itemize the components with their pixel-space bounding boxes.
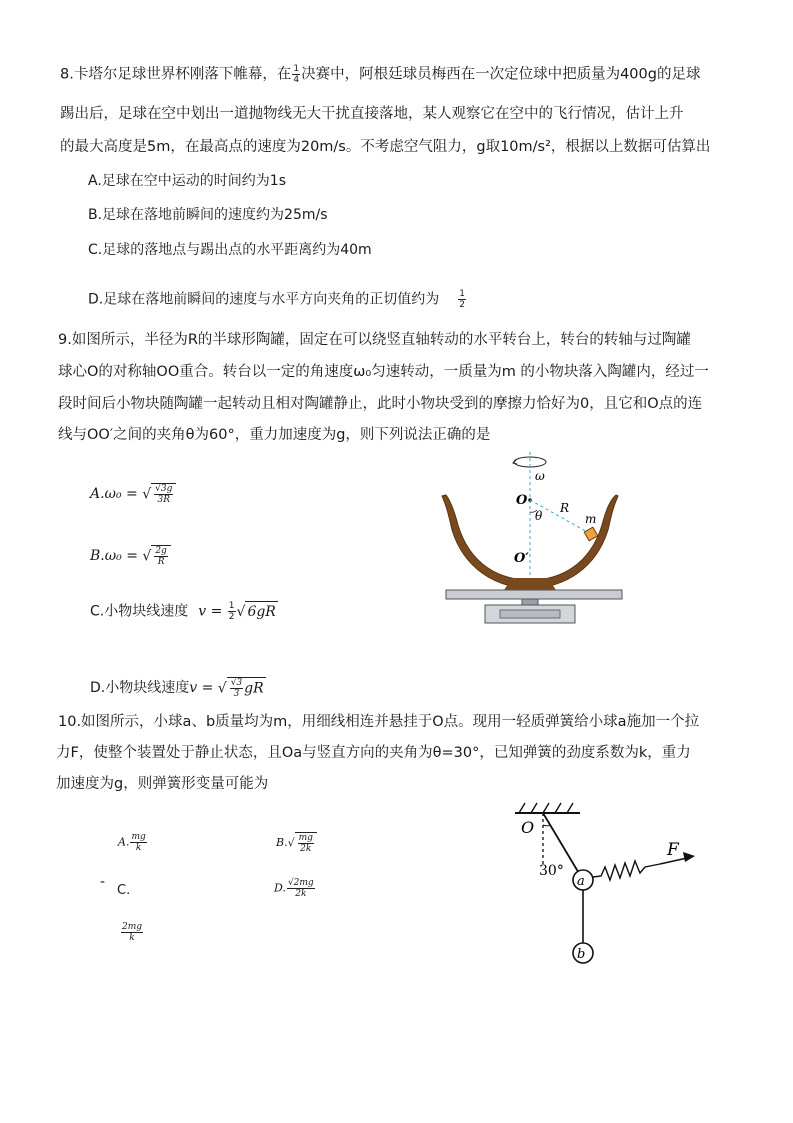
q9-option-a: A.ω₀ = √ $\frac{√3g}{3R}$: [90, 483, 176, 505]
omega-label: ω: [535, 469, 545, 483]
q9-line-1: 9.如图所示，半径为R的半球形陶罐，固定在可以绕竖直轴转动的水平转台上，转台的转轴与过陶罐: [58, 332, 691, 348]
turntable-plate: [446, 590, 622, 599]
q9-line-3: 段时间后小物块随陶罐一起转动且相对陶罐静止，此时小物块受到的摩擦力恰好为0，且它和O点的连: [58, 396, 703, 412]
q10-option-d: D. $\frac{√2mg}{2k}$: [274, 878, 314, 899]
q8-line-1: 8.卡塔尔足球世界杯刚落下帷幕，在 $\frac{1}{4}$ 决赛中，阿根廷球员梅西在一次定位球中把质量为400g的足球: [60, 64, 701, 85]
theta-label: θ: [535, 509, 543, 523]
pivot-o-label: O: [521, 818, 535, 837]
center-o-label: O: [516, 493, 528, 508]
ball-a-label: a: [577, 874, 585, 889]
q8-option-d: D.足球在落地前瞬间的速度与水平方向夹角的正切值约为 $\frac{1}{2}$: [88, 289, 465, 310]
mass-label: m: [585, 512, 597, 526]
force-label: F: [667, 840, 679, 860]
q10-option-c: C.: [117, 883, 131, 898]
small-block: [584, 527, 598, 541]
q9-line-4: 线与OO′之间的夹角θ为60°，重力加速度为g，则下列说法正确的是: [58, 427, 491, 443]
q8-line-3: 的最大高度是5m，在最高点的速度为20m/s。不考虑空气阻力，g取10m/s²，根据以上数据可估算出: [60, 139, 711, 155]
q8-option-b: B.足球在落地前瞬间的速度约为25m/s: [88, 207, 328, 223]
bottom-o-prime-label: O′: [514, 551, 529, 566]
spring: [593, 861, 660, 880]
q8-option-a: A.足球在空中运动的时间约为1s: [88, 173, 286, 189]
q10-figure-spring: [505, 795, 705, 970]
q10-line-1: 10.如图所示，小球a、b质量均为m，用细线相连并悬挂于O点。现用一轻质弹簧给小球a施加一个拉: [58, 714, 700, 730]
bowl-base: [504, 578, 556, 590]
q9-option-b: B.ω₀ = √ $\frac{2g}{R}$: [90, 545, 171, 567]
q10-option-a: A. $\frac{mg}{k}$: [118, 832, 146, 853]
radius-label: R: [560, 501, 570, 515]
q10-line-3: 加速度为g，则弹簧形变量可能为: [56, 776, 269, 792]
q9-option-c: C.小物块线速度 v = $\frac{1}{2}$ √ 6gR: [90, 601, 276, 622]
q9-figure-bowl: [430, 450, 640, 635]
ball-b-label: b: [577, 947, 586, 962]
q8-fraction: $\frac{1}{4}$: [293, 64, 300, 85]
angle-label: 30°: [539, 863, 564, 879]
q8-option-c: C.足球的落地点与踢出点的水平距离约为40m: [88, 242, 372, 258]
q8-line-2: 踢出后，足球在空中划出一道抛物线无大干扰直接落地，某人观察它在空中的飞行情况，估计上升: [60, 106, 684, 122]
q10-option-c-mark: -: [100, 874, 106, 890]
q10-option-b: B.√ $\frac{mg}{2k}$: [276, 832, 317, 854]
q9-line-2: 球心O的对称轴OO重合。转台以一定的角速度ω₀匀速转动，一质量为m 的小物块落入陶罐内，经过一: [58, 364, 709, 380]
q9-option-d: D.小物块线速度v = √ $\frac{√3}{3}$ gR: [90, 678, 264, 699]
q10-line-2: 力F，使整个装置处于静止状态，且Oa与竖直方向的夹角为θ=30°，已知弹簧的劲度系数为k，重力: [56, 745, 691, 761]
q10-option-c-formula: $\frac{2mg}{k}$: [122, 922, 143, 943]
q8-option-d-fraction: $\frac{1}{2}$: [459, 289, 465, 310]
